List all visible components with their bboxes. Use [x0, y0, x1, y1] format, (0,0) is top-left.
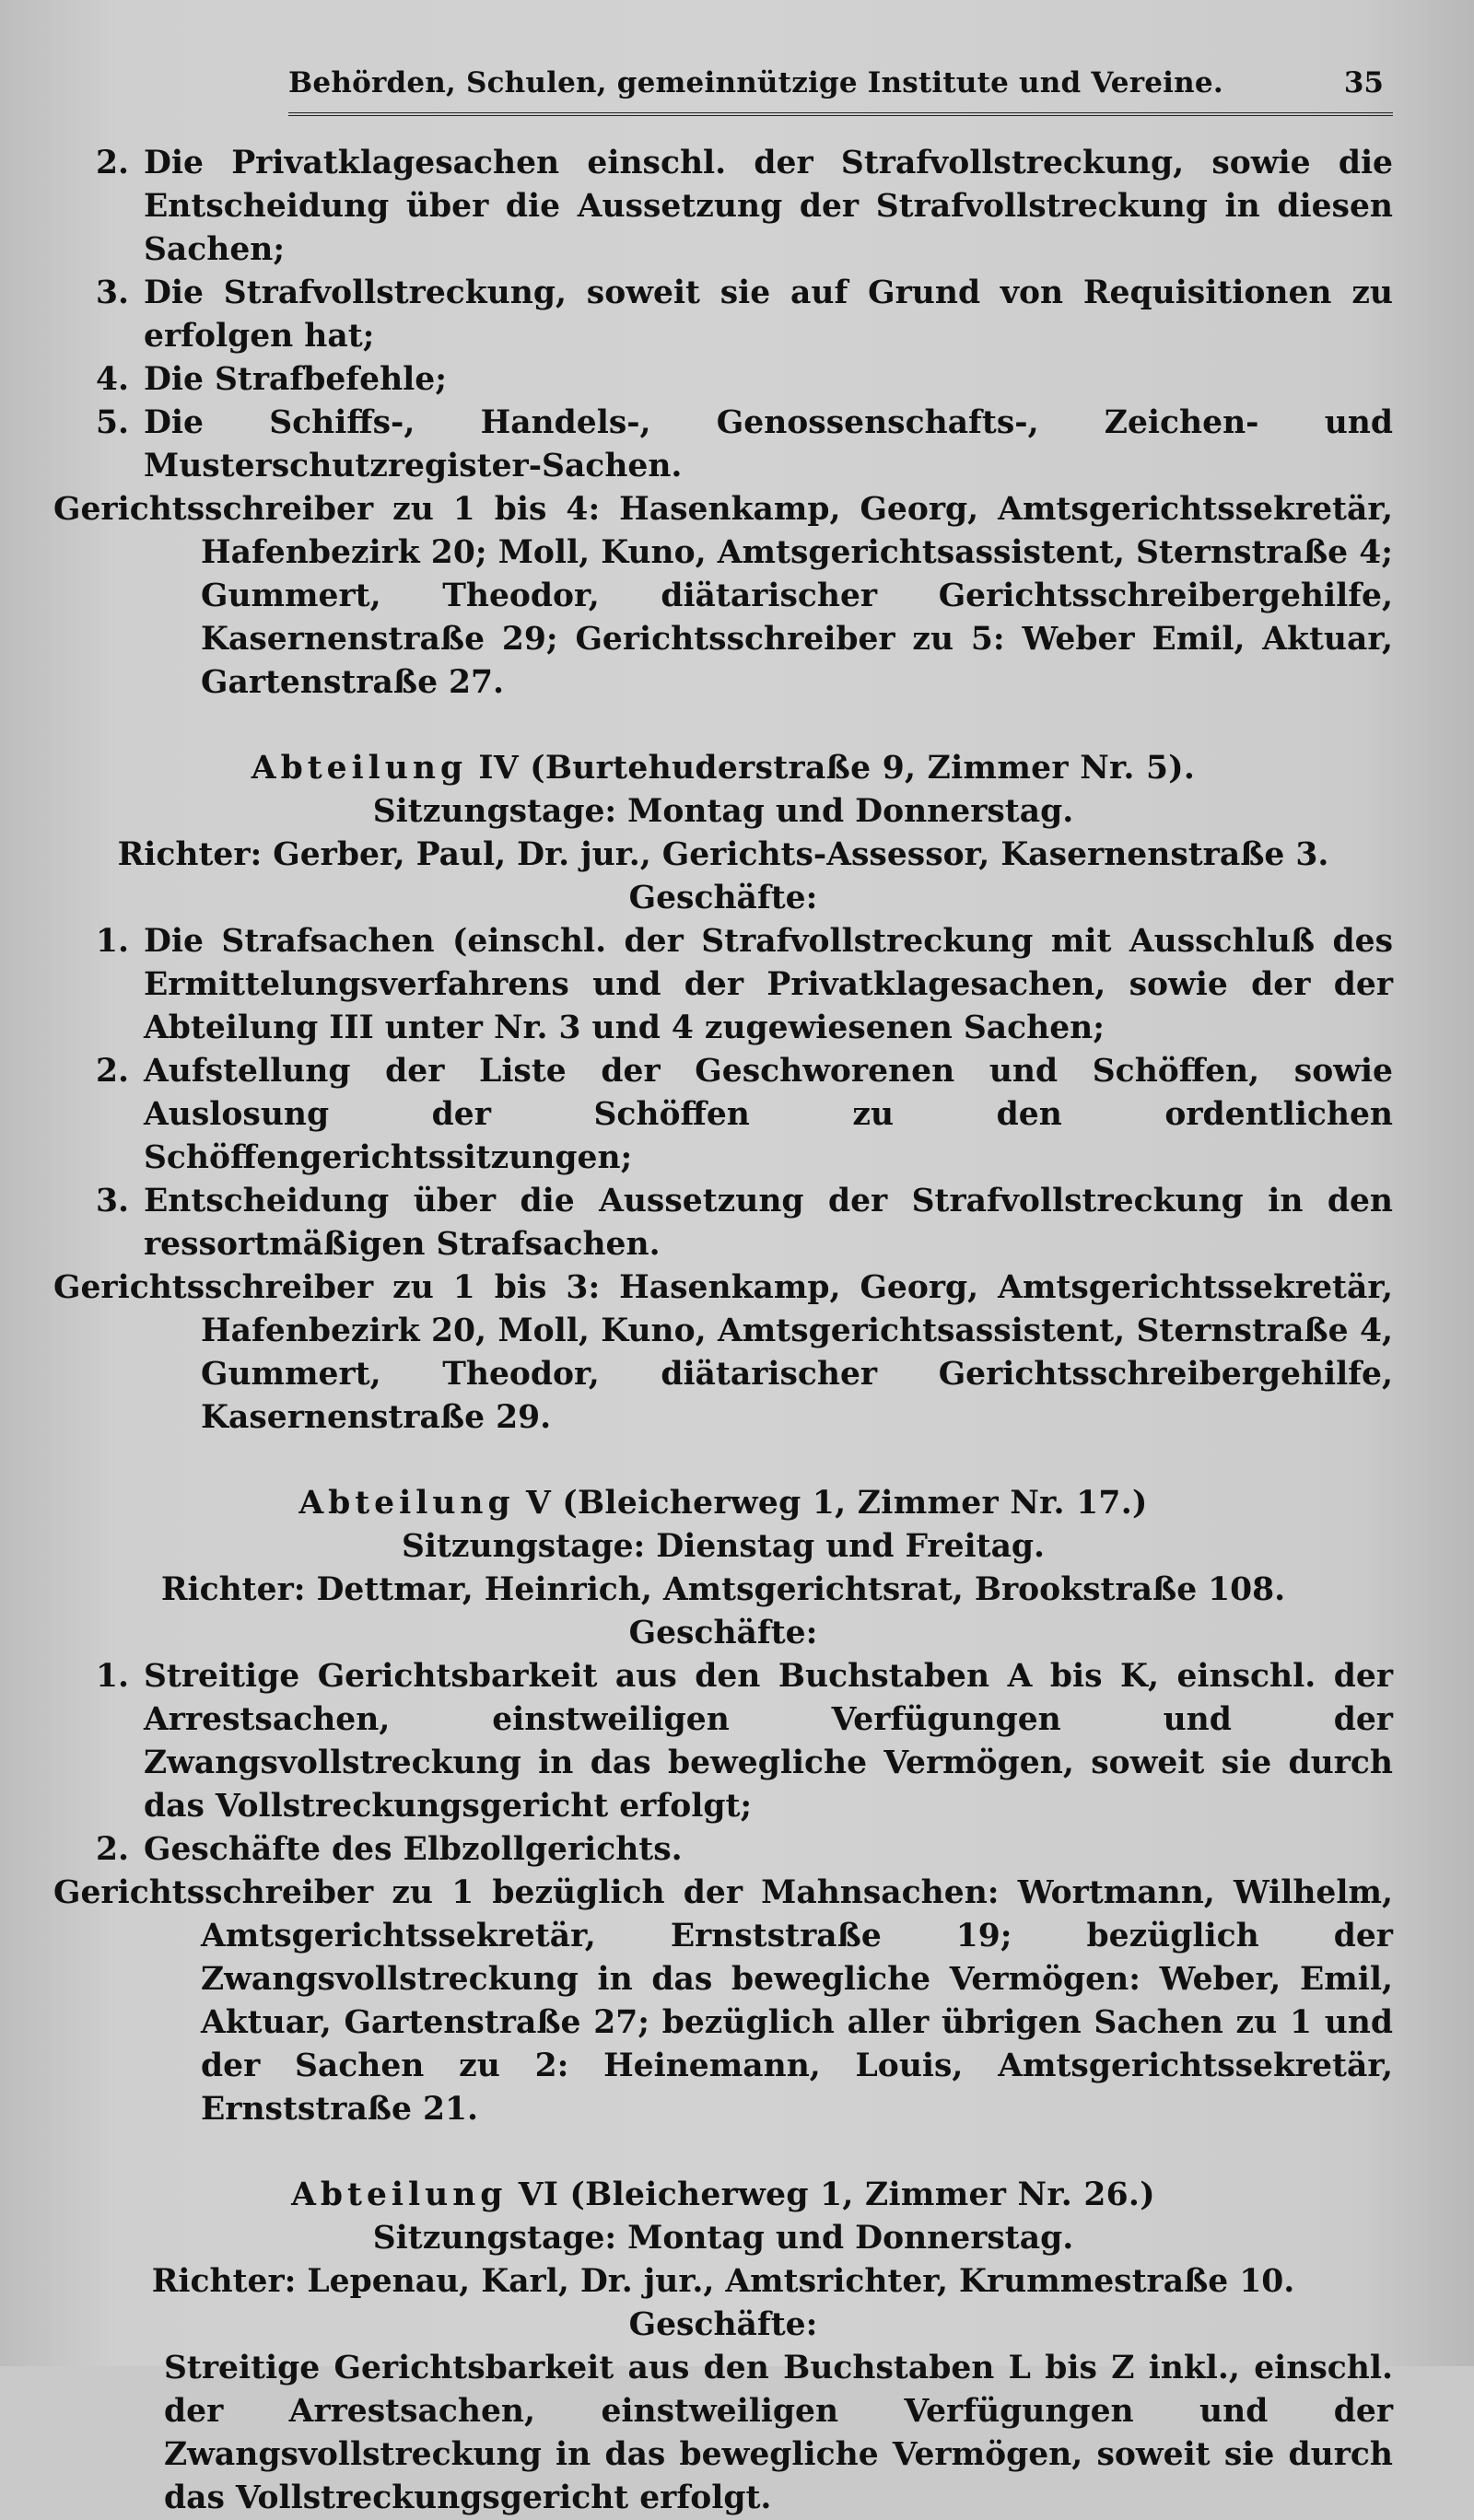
item-number: 3. [95, 1183, 129, 1219]
item-text: Die Strafvollstreckung, soweit sie auf Grund von Requisitionen zu erfolgen hat; [144, 274, 1393, 355]
list-item [53, 272, 1393, 358]
judge-line: Richter: Lepenau, Karl, Dr. jur., Amtsrichter, Krummestraße 10. [151, 2263, 1295, 2300]
list-item [53, 1828, 1393, 1872]
heading-label: Abteilung [291, 2176, 508, 2213]
session-days: Sitzungstage: Montag und Donnerstag. [372, 793, 1074, 830]
section-heading [53, 1482, 1393, 1525]
judge-line: Richter: Gerber, Paul, Dr. jur., Gerichts-Assessor, Kasernenstraße 3. [117, 836, 1329, 873]
item-number: 2. [95, 1053, 129, 1090]
list-item [53, 1655, 1393, 1828]
heading-number: IV [478, 750, 519, 787]
section-heading [53, 2174, 1393, 2217]
session-days: Sitzungstage: Dienstag und Freitag. [401, 1528, 1046, 1565]
list-item [53, 1180, 1393, 1266]
heading-number: V [525, 1485, 552, 1522]
item-number: 2. [95, 145, 129, 181]
list-item [53, 358, 1393, 402]
item-text: Die Strafbefehle; [144, 361, 447, 398]
business-paragraph: Streitige Gerichtsbarkeit aus den Buchstaben L bis Z inkl., einschl. der Arrestsachen, einstweiligen Verfügungen und der Zwangsvollstreckung in das bewegliche Vermögen, soweit sie durch das Vollstreckungsgericht erfolgt. [164, 2350, 1393, 2516]
heading-number: VI [518, 2176, 559, 2213]
item-text: Aufstellung der Liste der Geschworenen und Schöffen, sowie Auslosung der Schöffen zu den ordentlichen Schöffengerichtssitzungen; [144, 1053, 1393, 1176]
item-number: 2. [95, 1831, 129, 1868]
item-text: Die Strafsachen (einschl. der Strafvollstreckung mit Ausschluß des Ermittelungsverfahrens und der Privatklagesachen, sowie der der Abteilung III unter Nr. 3 und 4 zugewiesenen Sachen; [144, 923, 1393, 1046]
running-header [53, 59, 1393, 111]
header-title: Behörden, Schulen, gemeinnützige Institute und Vereine. [288, 66, 1223, 99]
list-item [53, 1050, 1393, 1180]
item-number: 5. [95, 404, 129, 441]
business-heading: Geschäfte: [628, 2306, 818, 2343]
item-text: Streitige Gerichtsbarkeit aus den Buchstaben A bis K, einschl. der Arrestsachen, einstweiligen Verfügungen und der Zwangsvollstreckung in das bewegliche Vermögen, soweit sie durch das Vollstreckungsgericht erfolgt; [144, 1658, 1393, 1825]
court-clerks: Gerichtsschreiber zu 1 bezüglich der Mahnsachen: Wortmann, Wilhelm, Amtsgerichtssekretär, Ernststraße 19; bezüglich der Zwangsvollstreckung in das bewegliche Vermögen: Weber, Emil, Aktuar, Gartenstraße 27; bezüglich aller übrigen Sachen zu 1 und der Sachen zu 2: Heinemann, Louis, Amtsgerichtssekretär, Ernststraße 21. [53, 1874, 1393, 2128]
item-number: 3. [95, 274, 129, 311]
business-heading: Geschäfte: [628, 880, 818, 916]
heading-label: Abteilung [298, 1485, 515, 1522]
page-number: 35 [1343, 66, 1384, 99]
item-text: Die Schiffs-, Handels-, Genossenschafts-, Zeichen- und Musterschutzregister-Sachen. [144, 404, 1393, 484]
session-days: Sitzungstage: Montag und Donnerstag. [372, 2220, 1074, 2257]
item-number: 4. [95, 361, 129, 398]
court-clerks: Gerichtsschreiber zu 1 bis 3: Hasenkamp, Georg, Amtsgerichtssekretär, Hafenbezirk 20, Moll, Kuno, Amtsgerichtsassistent, Sternstraße 4, Gummert, Theodor, diätarischer Gerichtsschreibergehilfe, Kasernenstraße 29. [53, 1269, 1393, 1436]
court-clerks: Gerichtsschreiber zu 1 bis 4: Hasenkamp, Georg, Amtsgerichtssekretär, Hafenbezirk 20; Moll, Kuno, Amtsgerichtsassistent, Sternstraße 4; Gummert, Theodor, diätarischer Gerichtsschreibergehilfe, Kasernenstraße 29; Gerichtsschreiber zu 5: Weber Emil, Aktuar, Gartenstraße 27. [53, 491, 1393, 701]
heading-location: (Burtehuderstraße 9, Zimmer Nr. 5). [530, 750, 1196, 787]
section-heading [53, 747, 1393, 790]
item-text: Die Privatklagesachen einschl. der Strafvollstreckung, sowie die Entscheidung über die Aussetzung der Strafvollstreckung in diesen Sachen; [144, 145, 1393, 268]
list-item [53, 402, 1393, 488]
item-text: Entscheidung über die Aussetzung der Strafvollstreckung in den ressortmäßigen Strafsachen. [144, 1183, 1393, 1263]
heading-location: (Bleicherweg 1, Zimmer Nr. 17.) [562, 1485, 1148, 1522]
item-text: Geschäfte des Elbzollgerichts. [144, 1831, 683, 1868]
heading-location: (Bleicherweg 1, Zimmer Nr. 26.) [569, 2176, 1155, 2213]
heading-label: Abteilung [251, 750, 468, 787]
judge-line: Richter: Dettmar, Heinrich, Amtsgerichtsrat, Brookstraße 108. [160, 1571, 1286, 1608]
list-item [53, 920, 1393, 1050]
business-heading: Geschäfte: [628, 1615, 818, 1651]
header-rule [288, 112, 1393, 116]
page-content [53, 142, 1393, 2520]
list-item [53, 142, 1393, 272]
item-number: 1. [95, 1658, 129, 1695]
item-number: 1. [95, 923, 129, 960]
